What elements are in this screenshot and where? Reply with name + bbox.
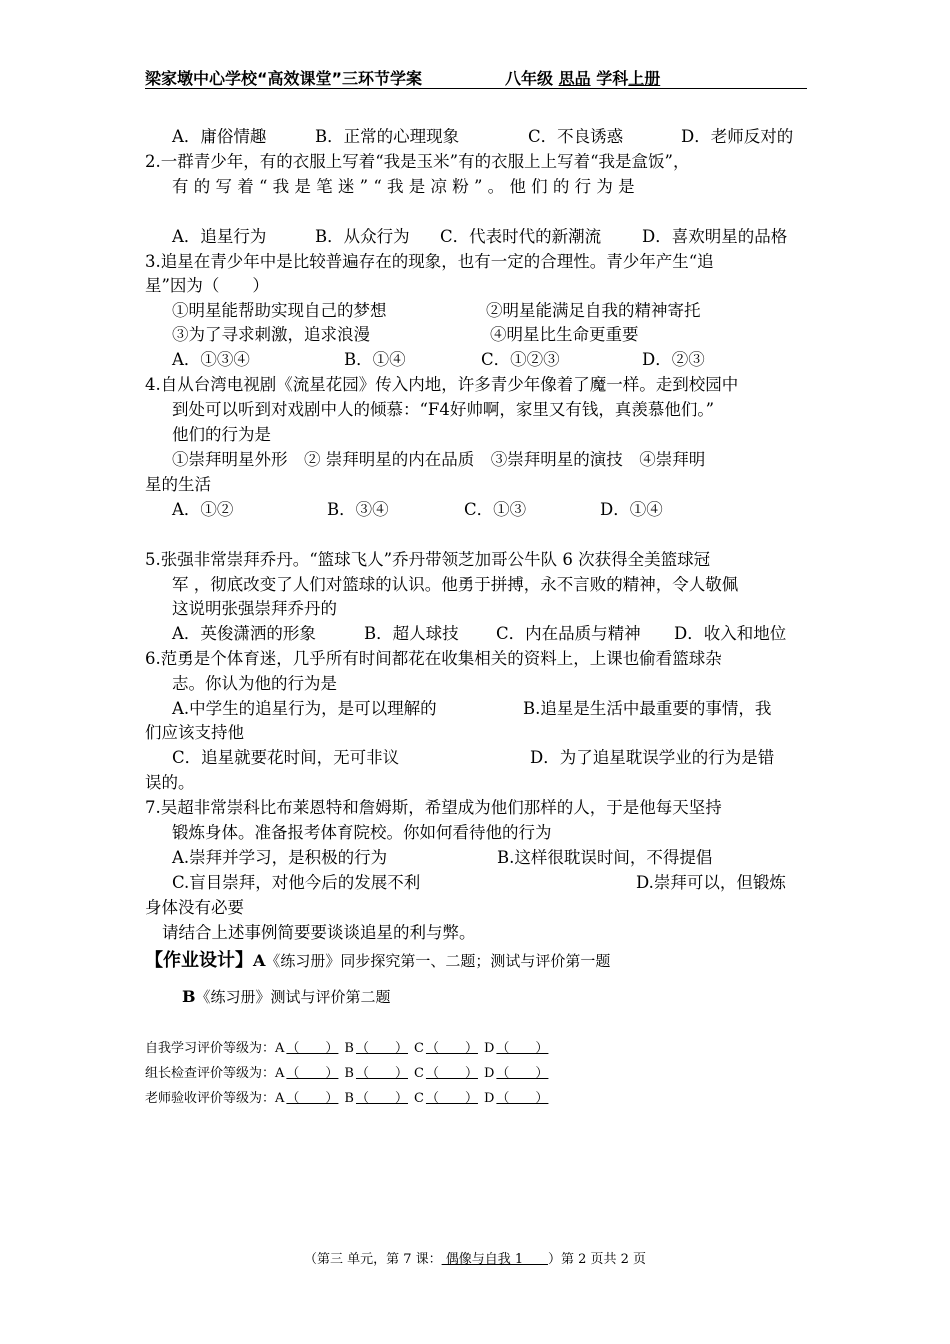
- grade-d: D: [483, 1066, 495, 1081]
- evaluation-row-leader: [145, 1062, 554, 1081]
- q6-text-line1: 6.范勇是个体育迷，几乎所有时间都花在收集相关的资料上，上课也偷看篮球杂: [145, 649, 722, 668]
- q3-text-line2: 星”因为（ ）: [145, 276, 269, 295]
- grade-b-blank[interactable]: （ ）: [355, 1066, 408, 1081]
- grade-d-blank[interactable]: （ ）: [496, 1066, 549, 1081]
- q6-text-line2: 志。你认为他的行为是: [172, 674, 337, 693]
- q7-option-a: A.崇拜并学习，是积极的行为: [172, 848, 388, 867]
- q4-text-line5: 星的生活: [145, 475, 211, 494]
- homework-a-text: 《练习册》同步探究第一、二题；测试与评价第一题: [265, 952, 611, 970]
- footer-page-number: ）第 2 页共 2 页: [547, 1252, 647, 1267]
- discussion-task: 请结合上述事例简要要谈谈追星的利与弊。: [162, 923, 476, 942]
- q4-option-b: B．③④: [327, 500, 389, 519]
- evaluation-label: 自我学习评价等级为：: [145, 1041, 276, 1056]
- q7-option-d: D.崇拜可以，但锻炼: [636, 873, 786, 892]
- q4-text-line2: 到处可以听到对戏剧中人的倾慕：“F4好帅啊，家里又有钱，真羡慕他们。”: [172, 400, 715, 419]
- q6-option-b-cont: 们应该支持他: [145, 723, 244, 742]
- q6-option-d: D．为了追星耽误学业的行为是错: [530, 748, 775, 767]
- q3-item-2: ②明星能满足自我的精神寄托: [486, 301, 701, 320]
- q6-option-a: A.中学生的追星行为，是可以理解的: [172, 699, 437, 718]
- q1-option-b: B．正常的心理现象: [315, 127, 460, 146]
- q5-option-c: C．内在品质与精神: [496, 624, 641, 643]
- q4-text-line3: 他们的行为是: [172, 425, 271, 444]
- grade-d-blank[interactable]: （ ）: [496, 1041, 549, 1056]
- grade-c-blank[interactable]: （ ）: [425, 1041, 478, 1056]
- q2-option-c: C．代表时代的新潮流: [440, 227, 602, 246]
- homework-b-text: 《练习册》测试与评价第二题: [195, 988, 391, 1006]
- grade-a-blank[interactable]: （ ）: [286, 1066, 339, 1081]
- q5-text-line2: 军 ，彻底改变了人们对篮球的认识。他勇于拼搏，永不言败的精神，令人敬佩: [172, 575, 739, 594]
- q2-option-a: A．追星行为: [172, 227, 267, 246]
- q7-option-c: C.盲目崇拜，对他今后的发展不利: [172, 873, 421, 892]
- grade-b: B: [344, 1066, 354, 1081]
- q5-text-line1: 5.张强非常崇拜乔丹。“篮球飞人”乔丹带领芝加哥公牛队 6 次获得全美篮球冠: [145, 550, 711, 569]
- q1-option-a: A．庸俗情趣: [172, 127, 267, 146]
- footer-lesson-title: 偶像与自我 1: [441, 1252, 548, 1267]
- grade-c: C: [414, 1066, 424, 1081]
- grade-c: C: [414, 1041, 424, 1056]
- q1-option-d: D．老师反对的: [681, 127, 794, 146]
- grade-label: 八年级: [505, 69, 554, 88]
- evaluation-row-self: [145, 1037, 554, 1056]
- homework-title: 【作业设计】: [145, 950, 253, 971]
- q5-option-d: D．收入和地位: [674, 624, 787, 643]
- q3-option-b: B．①④: [344, 350, 406, 369]
- q5-text-line3: 这说明张强崇拜乔丹的: [172, 599, 337, 618]
- q4-option-d: D．①④: [600, 500, 663, 519]
- grade-a-blank[interactable]: （ ）: [286, 1091, 339, 1106]
- q3-text-line1: 3.追星在青少年中是比较普遍存在的现象，也有一定的合理性。青少年产生“追: [145, 252, 714, 271]
- q3-item-3: ③为了寻求刺激，追求浪漫: [172, 325, 370, 344]
- grade-a: A: [275, 1041, 285, 1056]
- q4-text-line4: ①崇拜明星外形 ② 崇拜明星的内在品质 ③崇拜明星的演技 ④崇拜明: [172, 450, 706, 469]
- q4-option-c: C．①③: [464, 500, 527, 519]
- q2-text-line1: 2.一群青少年，有的衣服上写着“我是玉米”有的衣服上上写着“我是盒饭”，: [145, 152, 690, 171]
- subject-label: 思品: [558, 69, 591, 88]
- grade-c-blank[interactable]: （ ）: [425, 1091, 478, 1106]
- grade-d-blank[interactable]: （ ）: [496, 1091, 549, 1106]
- q4-option-a: A．①②: [172, 500, 234, 519]
- homework-b: [182, 986, 391, 1007]
- q2-option-d: D．喜欢明星的品格: [642, 227, 788, 246]
- q7-text-line2: 锻炼身体。准备报考体育院校。你如何看待他的行为: [172, 823, 552, 842]
- homework-b-label: B: [182, 987, 196, 1006]
- q2-option-b: B．从众行为: [315, 227, 410, 246]
- q7-text-line1: 7.吴超非常崇科比布莱恩特和詹姆斯，希望成为他们那样的人，于是他每天坚持: [145, 798, 722, 817]
- grade-b-blank[interactable]: （ ）: [355, 1041, 408, 1056]
- page-footer: [0, 1248, 950, 1267]
- q6-option-c: C．追星就要花时间，无可非议: [172, 748, 400, 767]
- evaluation-row-teacher: [145, 1087, 554, 1106]
- grade-c-blank[interactable]: （ ）: [425, 1066, 478, 1081]
- q5-option-a: A．英俊潇洒的形象: [172, 624, 316, 643]
- grade-a: A: [275, 1066, 285, 1081]
- subject-suffix: 学科: [596, 69, 629, 88]
- q1-option-c: C．不良诱惑: [528, 127, 624, 146]
- grade-d: D: [483, 1091, 495, 1106]
- q6-option-b: B.追星是生活中最重要的事情，我: [523, 699, 772, 718]
- q3-option-a: A．①③④: [172, 350, 250, 369]
- grade-a-blank[interactable]: （ ）: [286, 1041, 339, 1056]
- q2-text-line2: 有 的 写 着 “ 我 是 笔 迷 ” “ 我 是 凉 粉 ” 。 他 们 的 行 为 是: [172, 177, 635, 196]
- q4-text-line1: 4.自从台湾电视剧《流星花园》传入内地，许多青少年像着了魔一样。走到校园中: [145, 375, 739, 394]
- grade-d: D: [483, 1041, 495, 1056]
- volume-label: 上册: [628, 69, 661, 88]
- grade-c: C: [414, 1091, 424, 1106]
- school-title: 梁家墩中心学校“高效课堂”三环节学案: [145, 69, 423, 88]
- q3-item-4: ④明星比生命更重要: [490, 325, 639, 344]
- q3-option-c: C．①②③: [481, 350, 560, 369]
- grade-b-blank[interactable]: （ ）: [355, 1091, 408, 1106]
- grade-subject: [505, 66, 660, 89]
- grade-b: B: [344, 1041, 354, 1056]
- grade-b: B: [344, 1091, 354, 1106]
- page-header: [145, 66, 807, 89]
- evaluation-label: 组长检查评价等级为：: [145, 1066, 276, 1081]
- footer-prefix: （第三 单元，第 7 课：: [303, 1252, 442, 1267]
- evaluation-label: 老师验收评价等级为：: [145, 1091, 276, 1106]
- q6-option-d-cont: 误的。: [145, 773, 195, 792]
- q7-option-b: B.这样很耽误时间，不得提倡: [497, 848, 713, 867]
- grade-a: A: [275, 1091, 285, 1106]
- homework-section: [145, 946, 610, 972]
- q3-option-d: D．②③: [642, 350, 705, 369]
- q7-option-d-cont: 身体没有必要: [145, 898, 244, 917]
- q3-item-1: ①明星能帮助实现自己的梦想: [172, 301, 387, 320]
- homework-a-label: A: [253, 951, 266, 970]
- q5-option-b: B．超人球技: [364, 624, 459, 643]
